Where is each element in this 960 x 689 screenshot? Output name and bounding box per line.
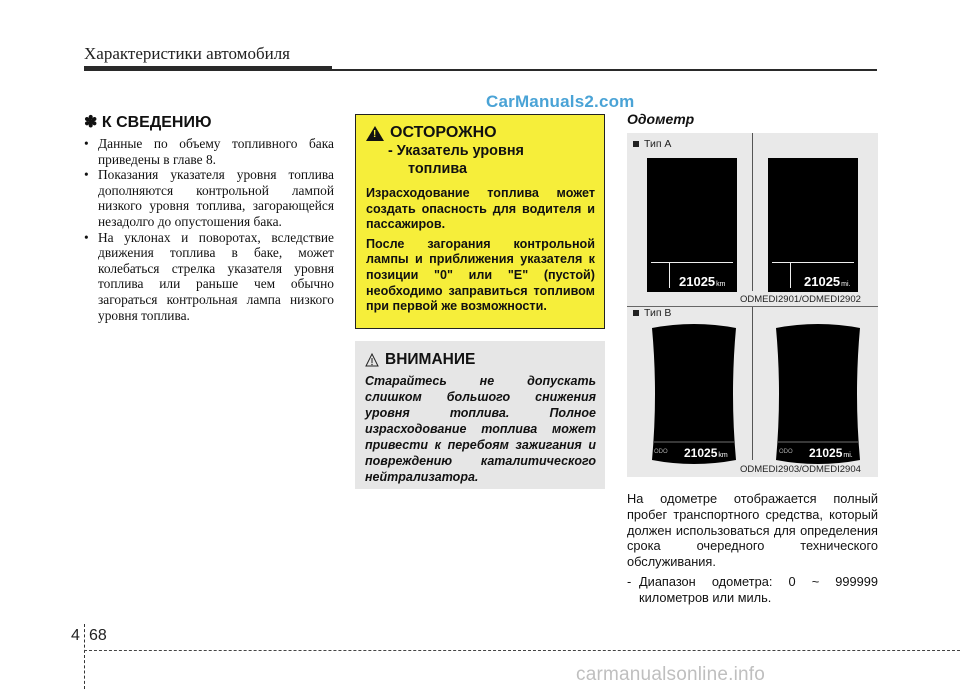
note-item: • Данные по объему топливного бака приведены в главе 8. — [84, 136, 334, 167]
type-a-label: Тип A — [633, 138, 671, 150]
warning-title: ОСТОРОЖНО — [390, 124, 497, 141]
square-bullet-icon — [633, 310, 639, 316]
warning-title-row — [366, 124, 595, 142]
note-item: • Показания указателя уровня топлива дополняются контрольной лампой низкого уровня топлива, загорающейся незадолго до опустошения бака. — [84, 167, 334, 229]
note-heading: ✽ К СВЕДЕНИЮ — [84, 114, 212, 131]
watermark-top[interactable]: CarManuals2.com — [486, 92, 635, 111]
figure-divider-vertical-b — [752, 307, 753, 460]
warning-text — [366, 186, 595, 315]
footer-vertical-rule — [84, 624, 86, 689]
footer-rule — [84, 650, 960, 652]
odometer-reading-km-b: 21025km — [684, 446, 728, 460]
caution-title: ВНИМАНИЕ — [385, 351, 476, 368]
bullet: • — [84, 229, 89, 245]
odometer-heading: Одометр — [627, 111, 695, 127]
bullet: • — [84, 167, 89, 183]
odometer-display-type-b-mi — [770, 324, 866, 464]
odometer-reading-mi: 21025mi. — [804, 274, 851, 289]
header-rule-thick — [84, 66, 332, 71]
footer-page-number: 68 — [89, 627, 107, 644]
warning-para: После загорания контрольной лампы и приближения указателя к позиции "0" или "E" (пустой) необходимо заправиться топливом при первой же возможности. — [366, 236, 595, 314]
odometer-description — [627, 491, 878, 606]
caution-text: Старайтесь не допускать слишком большого снижения уровня топлива. Полное израсходование топлива может привести к перебоям зажигания и повреждению каталитического нейтрализатора. — [365, 374, 596, 484]
odometer-display-type-a-km — [647, 158, 737, 292]
odometer-reading-km: 21025km — [679, 274, 726, 289]
caution-title-row — [365, 351, 596, 369]
figure-caption-type-a: ODMEDI2901/ODMEDI2902 — [740, 294, 861, 305]
running-header-title: Характеристики автомобиля — [84, 44, 290, 63]
caution-box — [355, 341, 605, 489]
odometer-range-item: - Диапазон одометра: 0 ~ 999999 километров или миль. — [627, 573, 878, 605]
warning-box — [355, 114, 605, 329]
type-b-label: Тип B — [633, 307, 671, 319]
warning-para: Израсходование топлива может создать опасность для водителя и пассажиров. — [366, 186, 595, 232]
watermark-bottom[interactable]: carmanualsonline.info — [576, 664, 766, 685]
figure-divider-vertical-a — [752, 133, 753, 291]
warning-subtitle-cont: топлива — [408, 161, 467, 177]
odo-label-mi: ODO — [779, 449, 793, 455]
caution-triangle-icon — [365, 353, 379, 367]
warning-triangle-icon: ! — [366, 126, 384, 141]
footer-section-number: 4 — [71, 627, 80, 644]
header-rule-thin — [332, 69, 877, 71]
odo-label-km: ODO — [654, 449, 668, 455]
warning-subtitle: - Указатель уровня — [388, 143, 524, 159]
odometer-display-type-a-mi — [768, 158, 858, 292]
figure-caption-type-b: ODMEDI2903/ODMEDI2904 — [740, 464, 861, 475]
note-list — [84, 136, 334, 323]
bullet: • — [84, 136, 89, 151]
odometer-reading-mi-b: 21025mi. — [809, 446, 853, 460]
square-bullet-icon — [633, 141, 639, 147]
odometer-description-para: На одометре отображается полный пробег транспортного средства, который должен использоваться для определения срока очередного технического обслуживания. — [627, 491, 878, 570]
note-item: • На уклонах и поворотах, вследствие движения топлива в баке, может колебаться стрелка указателя уровня топлива или раньше чем обычно загораться контрольная лампа низкого уровня топлива. — [84, 229, 334, 323]
odometer-display-type-b-km — [646, 324, 742, 464]
